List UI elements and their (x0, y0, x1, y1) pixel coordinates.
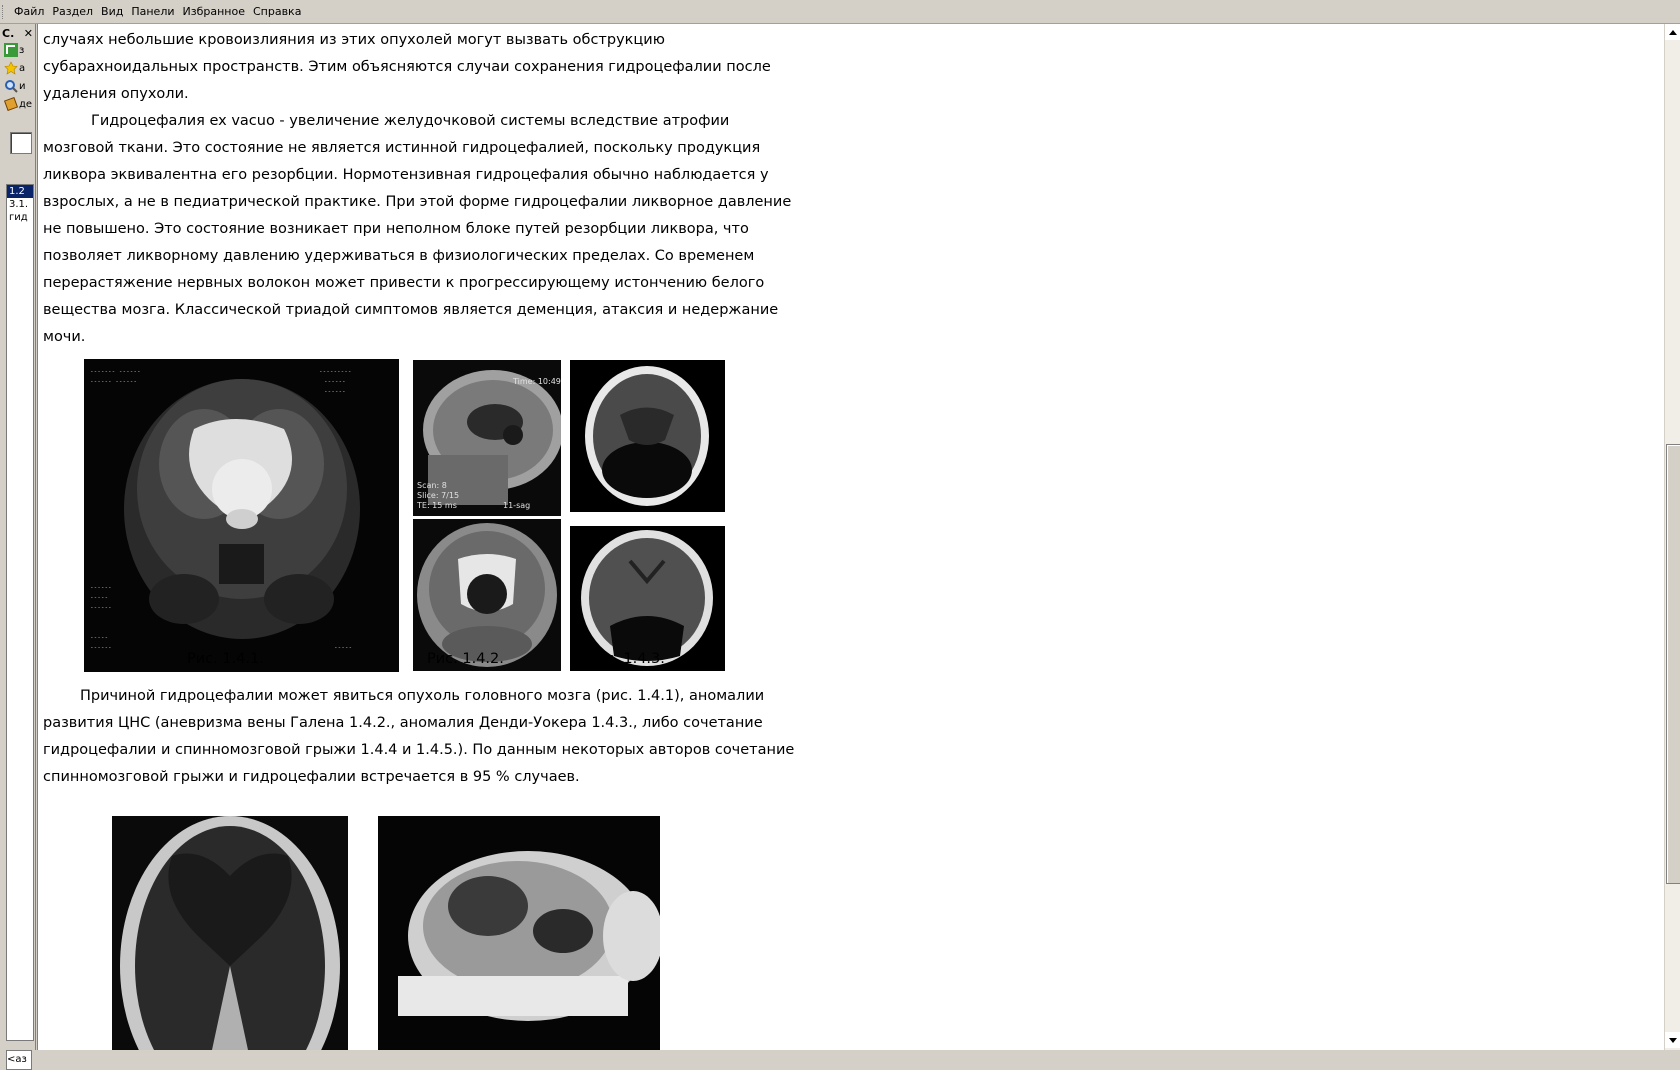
document-content (43, 27, 803, 351)
time-label: Time: 10:49 (513, 377, 561, 386)
side-tool-search-label: и (19, 80, 26, 92)
svg-text:------: ------ (90, 604, 112, 611)
document-content-2 (43, 683, 803, 791)
figure-1-4-1-mri (84, 359, 399, 672)
paragraph-3: Причиной гидроцефалии может явиться опухоль головного мозга (рис. 1.4.1), аномалии развития ЦНС (аневризма вены Галена 1.4.2., аномалия Денди-Уокера 1.4.3., либо сочетание гидроцефалии и спинномозговой грыжи 1.4.4 и 1.4.5.). По данным некоторых авторов сочетание спинномозговой грыжи и гидроцефалии встречается в 95 % случаев. (43, 688, 795, 785)
side-panel (0, 24, 36, 1065)
caption-1-4-1: Рис. 1.4.1. (187, 651, 264, 667)
svg-text:-----: ----- (90, 634, 109, 641)
menu-file[interactable]: Файл (14, 5, 45, 18)
search-icon (4, 79, 18, 93)
svg-text:-----: ----- (90, 594, 109, 601)
side-tool-tree[interactable] (4, 96, 32, 112)
scroll-down-button[interactable] (1665, 1032, 1680, 1048)
menu-section[interactable]: Раздел (52, 5, 94, 18)
chevron-down-icon (1669, 1038, 1677, 1043)
side-tool-search[interactable] (4, 78, 32, 94)
sag-label: 11-sag (503, 501, 531, 510)
paragraph-1: случаях небольшие кровоизлияния из этих опухолей могут вызвать обструкцию субарахноидальных пространств. Этим объясняются случаи сохранения гидроцефалии после удаления опухоли. (43, 32, 771, 102)
svg-text:------- ------: ------- ------ (90, 368, 141, 375)
side-tool-favorites-label: а (19, 62, 26, 74)
side-tool-tree-label: де (19, 98, 32, 110)
slice-label: Slice: 7/15 (417, 491, 460, 500)
menu-favorites[interactable]: Избранное (182, 5, 245, 18)
svg-text:------: ------ (324, 388, 346, 395)
vertical-scrollbar[interactable] (1664, 24, 1680, 1050)
scroll-thumb[interactable] (1666, 444, 1680, 884)
figure-1-4-2-axial-mri (413, 519, 561, 671)
chevron-up-icon (1669, 30, 1677, 35)
svg-text:------: ------ (90, 644, 112, 651)
figure-1-4-3-ct-bottom (570, 526, 725, 671)
figure-1-4-2-sagittal-mri (413, 360, 561, 516)
svg-text:---------: --------- (319, 368, 352, 375)
figure-1-4-5-mri (378, 816, 660, 1050)
book-icon (4, 97, 18, 111)
side-tool-go-label: з (19, 44, 25, 56)
menu-view[interactable]: Вид (101, 5, 124, 18)
menu-help[interactable]: Справка (252, 5, 302, 18)
svg-text:------: ------ (90, 584, 112, 591)
menu-grip[interactable] (2, 5, 6, 19)
arrow-icon (4, 43, 18, 57)
caption-1-4-2: Рис. 1.4.2. (427, 651, 504, 667)
side-tool-go[interactable] (4, 42, 32, 58)
scan-label: Scan: 8 (417, 481, 447, 490)
svg-text:------: ------ (324, 378, 346, 385)
list-item[interactable]: 1.2 (7, 185, 33, 198)
menu-bar (0, 0, 1680, 24)
star-icon (4, 61, 18, 75)
side-topic-list[interactable] (6, 184, 34, 1041)
menu-panels[interactable]: Панели (131, 5, 175, 18)
document-view (37, 24, 1665, 1050)
side-tool-favorites[interactable] (4, 60, 32, 76)
close-icon[interactable]: ✕ (23, 26, 33, 40)
figure-1-4-3-ct-top (570, 360, 725, 512)
side-footer-tab[interactable]: <аз (6, 1050, 32, 1070)
side-panel-header (2, 26, 33, 40)
svg-text:-----: ----- (334, 644, 353, 651)
list-item[interactable]: гид (9, 212, 28, 223)
side-input[interactable] (10, 132, 32, 154)
te-label: TE: 15 ms (417, 501, 457, 510)
side-panel-title: С. (2, 26, 15, 40)
svg-text:------ ------: ------ ------ (90, 378, 137, 385)
paragraph-2: Гидроцефалия ex vacuo - увеличение желудочковой системы вследствие атрофии мозговой ткани. Это состояние не является истинной гидроцефалией, поскольку продукция ликвора эквивалентна его резорбции. Нормотензивная гидроцефалия обычно наблюдается у взрослых, а не в педиатрической практике. При этой форме гидроцефалии ликворное давление не повышено. Это состояние возникает при неполном блоке путей резорбции ликвора, что позволяет ликворному давлению удерживаться в физиологических пределах. Со временем перерастяжение нервных волокон может привести к прогрессирующему истончению белого вещества мозга. Классической триадой симптомов является деменция, атаксия и недержание мочи. (43, 113, 792, 345)
caption-1-4-3: Рис. 1.4.3. (588, 651, 665, 667)
list-item[interactable]: 3.1. (9, 199, 29, 210)
figure-1-4-4-ct (112, 816, 348, 1050)
scroll-up-button[interactable] (1665, 24, 1680, 40)
